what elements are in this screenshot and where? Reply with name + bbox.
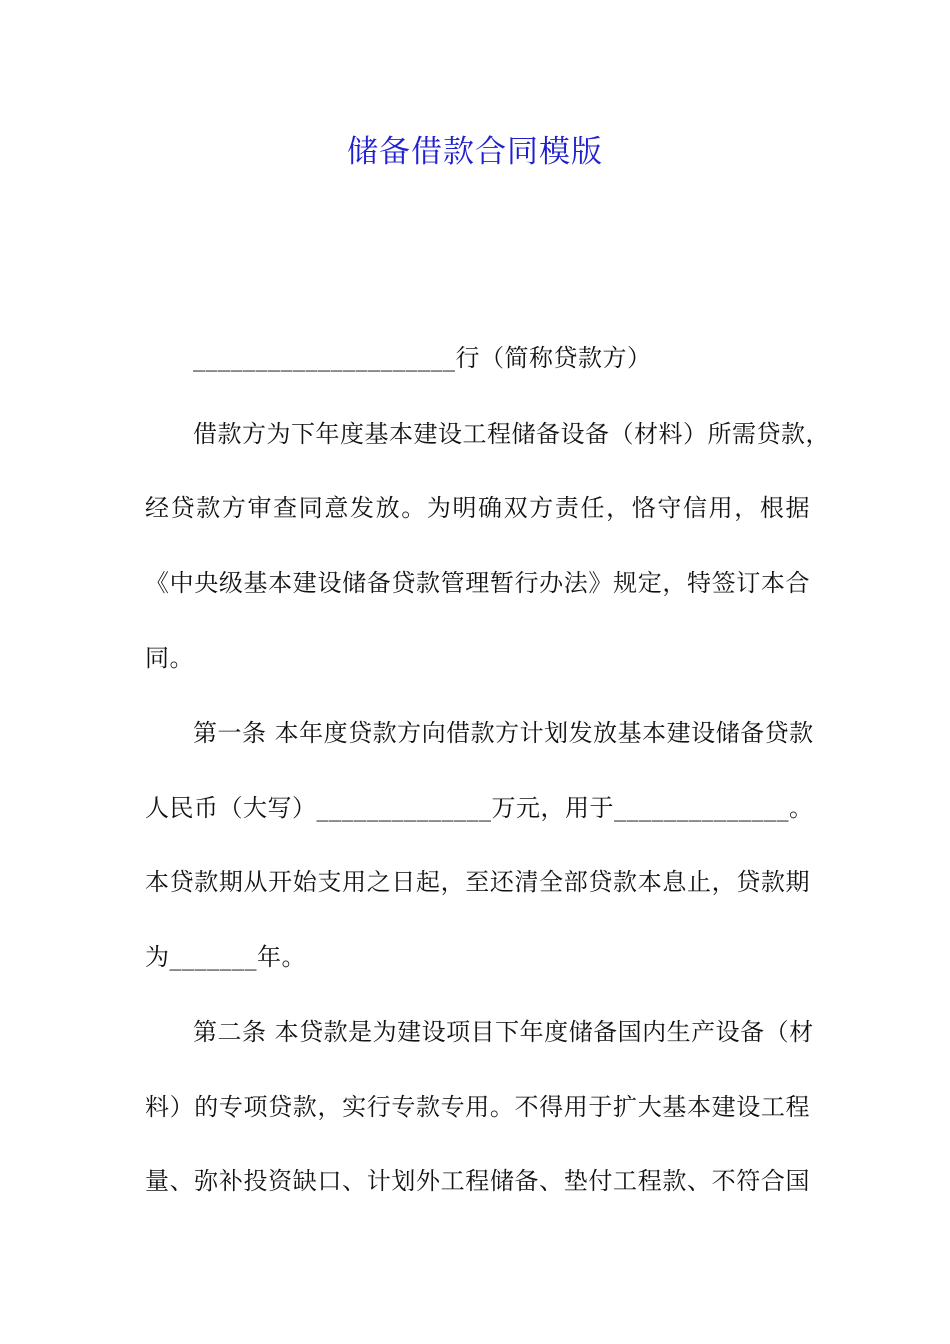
lender-line: _____________________行（简称贷款方） (193, 344, 652, 372)
paragraph-line: 借款方为下年度基本建设工程储备设备（材料）所需贷款， (193, 420, 830, 448)
paragraph-line: 同。 (145, 644, 194, 672)
paragraph-line: 《中央级基本建设储备贷款管理暂行办法》规定，特签订本合 (145, 569, 810, 597)
article-one-line: 为_______年。 (145, 943, 306, 971)
paragraph-line: 经贷款方审查同意发放。为明确双方责任，恪守信用，根据 (145, 494, 810, 522)
article-one-line: 第一条 本年度贷款方向借款方计划发放基本建设储备贷款 (193, 719, 814, 747)
article-one-line: 本贷款期从开始支用之日起，至还清全部贷款本息止，贷款期 (145, 868, 810, 896)
article-two-line: 量、弥补投资缺口、计划外工程储备、垫付工程款、不符合国 (145, 1167, 810, 1195)
document-title: 储备借款合同模版 (347, 134, 603, 170)
article-two-line: 料）的专项贷款，实行专款专用。不得用于扩大基本建设工程 (145, 1093, 810, 1121)
article-two-line: 第二条 本贷款是为建设项目下年度储备国内生产设备（材 (193, 1018, 814, 1046)
article-one-line: 人民币（大写）______________万元，用于______________。 (145, 794, 814, 822)
